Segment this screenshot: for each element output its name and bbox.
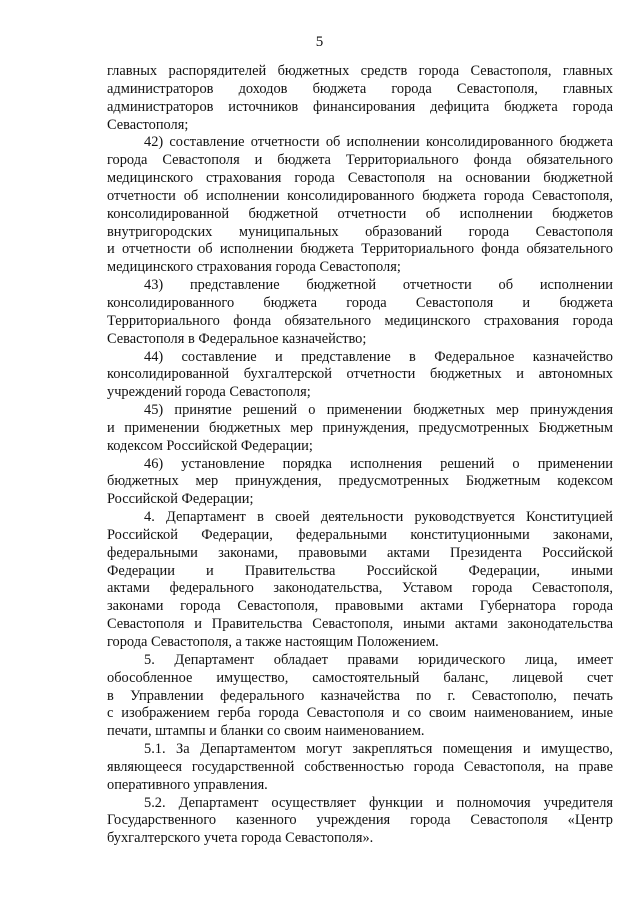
paragraph-item-44 bbox=[107, 349, 613, 403]
paragraph-section-5-2 bbox=[107, 795, 613, 849]
text-line: внутригородских муниципальных образований города Севастополя bbox=[107, 223, 613, 240]
text-line: 4. Департамент в своей деятельности руководствуется Конституцией bbox=[144, 509, 613, 526]
text-line: города Севастополя и бюджета Территориального фонда обязательного bbox=[107, 152, 613, 169]
paragraph-section-5 bbox=[107, 652, 613, 741]
text-line: 42) составление отчетности об исполнении консолидированного бюджета bbox=[144, 134, 613, 151]
text-line: медицинского страхования города Севастополя; bbox=[107, 259, 401, 276]
paragraph-item-43 bbox=[107, 277, 613, 348]
text-line: Российской Федерации, федеральными конституционными законами, bbox=[107, 526, 613, 543]
text-line: кодексом Российской Федерации; bbox=[107, 437, 313, 454]
paragraph-item-45 bbox=[107, 402, 613, 456]
text-line: оперативного управления. bbox=[107, 776, 268, 793]
text-line: Севастополя; bbox=[107, 116, 189, 133]
text-line: Российской Федерации; bbox=[107, 491, 254, 508]
text-line: консолидированной бюджетной отчетности об исполнении бюджетов bbox=[107, 205, 613, 222]
text-line: отчетности об исполнении консолидированного бюджета города Севастополя, bbox=[107, 187, 613, 204]
paragraph-item-46 bbox=[107, 456, 613, 510]
text-line: Территориального фонда обязательного медицинского страхования города bbox=[107, 312, 613, 329]
text-line: консолидированного бюджета города Севастополя и бюджета bbox=[107, 294, 613, 311]
text-line: учреждений города Севастополя; bbox=[107, 384, 311, 401]
text-line: являющееся государственной собственностью города Севастополя, на праве bbox=[107, 758, 613, 775]
text-line: федеральными законами, правовыми актами Президента Российской bbox=[107, 544, 613, 561]
text-line: 44) составление и представление в Федеральное казначейство bbox=[144, 348, 613, 365]
text-line: 5. Департамент обладает правами юридического лица, имеет bbox=[144, 651, 613, 668]
text-line: 43) представление бюджетной отчетности об исполнении bbox=[144, 277, 613, 294]
text-line: 5.2. Департамент осуществляет функции и полномочия учредителя bbox=[144, 794, 613, 811]
text-line: печати, штампы и бланки со своим наименованием. bbox=[107, 723, 425, 740]
text-line: в Управлении федерального казначейства по г. Севастополю, печать bbox=[107, 687, 613, 704]
text-line: законами города Севастополя, правовыми актами Губернатора города bbox=[107, 598, 613, 615]
text-line: администраторов источников финансирования дефицита бюджета города bbox=[107, 98, 613, 115]
text-line: администраторов доходов бюджета города Севастополя, главных bbox=[107, 80, 613, 97]
text-line: 45) принятие решений о применении бюджетных мер принуждения bbox=[144, 402, 613, 419]
text-line: медицинского страхования города Севастополя на основании бюджетной bbox=[107, 170, 613, 187]
page-number: 5 bbox=[315, 34, 324, 50]
text-line: Государственного казенного учреждения города Севастополя «Центр bbox=[107, 812, 613, 829]
text-line: Севастополя и Правительства Севастополя, иными актами законодательства bbox=[107, 616, 613, 633]
text-line: обособленное имущество, самостоятельный баланс, лицевой счет bbox=[107, 669, 613, 686]
paragraph-continuation bbox=[107, 63, 613, 134]
text-line: актами федерального законодательства, Уставом города Севастополя, bbox=[107, 580, 613, 597]
document-body bbox=[107, 63, 613, 848]
paragraph-item-42 bbox=[107, 134, 613, 277]
text-line: и отчетности об исполнении бюджета Территориального фонда обязательного bbox=[107, 241, 613, 258]
paragraph-section-5-1 bbox=[107, 741, 613, 795]
text-line: 46) установление порядка исполнения решений о применении bbox=[144, 455, 613, 472]
text-line: и применении бюджетных мер принуждения, предусмотренных Бюджетным bbox=[107, 419, 613, 436]
paragraph-section-4 bbox=[107, 509, 613, 652]
text-line: бюджетных мер принуждения, предусмотренных Бюджетным кодексом bbox=[107, 473, 613, 490]
text-line: 5.1. За Департаментом могут закрепляться помещения и имущество, bbox=[144, 741, 613, 758]
text-line: города Севастополя, а также настоящим Положением. bbox=[107, 634, 439, 650]
text-line: Севастополя в Федеральное казначейство; bbox=[107, 330, 367, 347]
text-line: консолидированной бухгалтерской отчетности бюджетных и автономных bbox=[107, 366, 613, 383]
text-line: Федерации и Правительства Российской Федерации, иными bbox=[107, 562, 613, 579]
text-line: главных распорядителей бюджетных средств города Севастополя, главных bbox=[107, 63, 613, 79]
text-line: бухгалтерского учета города Севастополя». bbox=[107, 830, 374, 847]
text-line: с изображением герба города Севастополя и со своим наименованием, иные bbox=[107, 705, 613, 722]
